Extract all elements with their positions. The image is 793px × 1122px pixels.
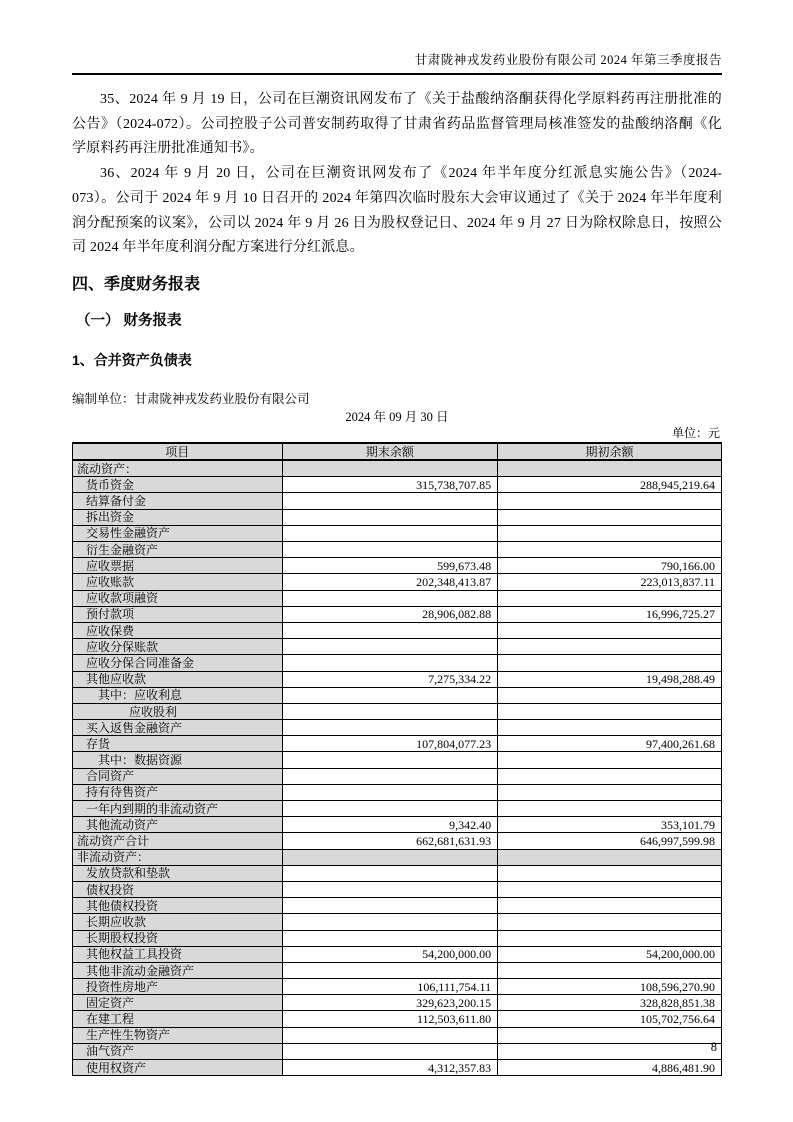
item-label-cell: 衍生金融资产 [73,542,283,558]
table-row [73,671,722,687]
beginning-balance-cell [498,801,722,817]
paragraph-36: 36、2024 年 9 月 20 日，公司在巨潮资讯网发布了《2024 年半年度分红派息实施公告》（2024-073）。公司于 2024 年 9 月 10 日召开的 2024 年第四次临时股东大会审议通过了《关于 2024 年半年度利润分配预案的议案》，公司以 2024 年 9 月 26 日为股权登记日、2024 年 9 月 27 日为除权除息日，按照公司 2024 年半年度利润分配方案进行分红派息。 [72,166,722,256]
item-label-cell: 其他应收款 [73,671,283,687]
item-label-cell: 存货 [73,736,283,752]
beginning-balance-cell [498,703,722,719]
ending-balance-cell: 54,200,000.00 [282,946,497,962]
table-row [73,622,722,638]
table-row [73,881,722,897]
ending-balance-cell [282,752,497,768]
beginning-balance-cell [498,493,722,509]
ending-balance-cell [282,881,497,897]
beginning-balance-cell: 790,166.00 [498,558,722,574]
item-label-cell: 其他债权投资 [73,898,283,914]
item-label-cell: 其他流动资产 [73,817,283,833]
beginning-balance-cell [498,460,722,477]
item-label-cell: 货币资金 [73,477,283,493]
ending-balance-cell [282,509,497,525]
table-row [73,752,722,768]
table-row [73,655,722,671]
beginning-balance-cell [498,639,722,655]
ending-balance-cell [282,1043,497,1059]
beginning-balance-cell [498,542,722,558]
item-label-cell: 一年内到期的非流动资产 [73,801,283,817]
ending-balance-cell [282,962,497,978]
item-label-cell: 应收分保合同准备金 [73,655,283,671]
beginning-balance-cell [498,1027,722,1043]
item-label-cell: 发放贷款和垫款 [73,865,283,881]
table-row [73,914,722,930]
ending-balance-cell [282,865,497,881]
beginning-balance-cell [498,930,722,946]
ending-balance-cell [282,590,497,606]
ending-balance-cell: 7,275,334.22 [282,671,497,687]
ending-balance-cell [282,898,497,914]
table-row [73,1060,722,1076]
beginning-balance-cell [498,865,722,881]
ending-balance-cell [282,542,497,558]
item-label-cell: 其中：数据资源 [73,752,283,768]
running-header [72,0,722,68]
beginning-balance-cell [498,849,722,865]
item-label-cell: 应收款项融资 [73,590,283,606]
item-label-cell: 预付款项 [73,606,283,622]
beginning-balance-cell [498,525,722,541]
item-label-cell: 流动资产合计 [73,833,283,849]
table-row [73,590,722,606]
beginning-balance-cell [498,914,722,930]
statement-title-consolidated-balance-sheet: 1、合并资产负债表 [72,351,192,368]
ending-balance-cell: 28,906,082.88 [282,606,497,622]
item-label-cell: 油气资产 [73,1043,283,1059]
running-header-text: 甘肃陇神戎发药业股份有限公司 2024 年第三季度报告 [414,53,722,67]
table-row [73,817,722,833]
beginning-balance-cell [498,784,722,800]
item-label-cell: 固定资产 [73,995,283,1011]
item-label-cell: 应收分保账款 [73,639,283,655]
ending-balance-cell [282,768,497,784]
page-number: 8 [710,1040,717,1054]
table-row [73,979,722,995]
beginning-balance-cell [498,720,722,736]
table-row [73,525,722,541]
beginning-balance-cell [498,655,722,671]
item-label-cell: 生产性生物资产 [73,1027,283,1043]
column-header-beginning-balance: 期初余额 [498,443,722,460]
ending-balance-cell [282,639,497,655]
table-row [73,493,722,509]
table-row [73,606,722,622]
table-header-row [73,443,722,460]
beginning-balance-cell: 16,996,725.27 [498,606,722,622]
item-label-cell: 非流动资产： [73,849,283,865]
beginning-balance-cell: 4,886,481.90 [498,1060,722,1076]
beginning-balance-cell: 54,200,000.00 [498,946,722,962]
beginning-balance-cell [498,687,722,703]
ending-balance-cell [282,525,497,541]
table-row [73,639,722,655]
column-header-item: 项目 [73,443,283,460]
beginning-balance-cell: 108,596,270.90 [498,979,722,995]
unit-label: 单位：元 [671,425,720,440]
ending-balance-cell [282,849,497,865]
table-row [73,558,722,574]
item-label-cell: 其中：应收利息 [73,687,283,703]
ending-balance-cell: 107,804,077.23 [282,736,497,752]
subsection-heading-financial-statements: （一） 财务报表 [76,312,182,329]
table-row [73,768,722,784]
ending-balance-cell [282,914,497,930]
ending-balance-cell: 112,503,611.80 [282,1011,497,1027]
table-row [73,849,722,865]
table-row [73,1027,722,1043]
ending-balance-cell: 106,111,754.11 [282,979,497,995]
beginning-balance-cell [498,590,722,606]
ending-balance-cell [282,655,497,671]
table-row [73,687,722,703]
prepared-by-line: 编制单位：甘肃陇神戎发药业股份有限公司 [72,391,310,406]
item-label-cell: 交易性金融资产 [73,525,283,541]
beginning-balance-cell [498,768,722,784]
item-label-cell: 应收保费 [73,622,283,638]
ending-balance-cell: 4,312,357.83 [282,1060,497,1076]
ending-balance-cell [282,460,497,477]
beginning-balance-cell [498,509,722,525]
ending-balance-cell: 315,738,707.85 [282,477,497,493]
table-row [73,460,722,477]
section-heading-quarterly-financial-statements: 四、季度财务报表 [72,275,201,293]
item-label-cell: 应收股利 [73,703,283,719]
item-label-cell: 应收票据 [73,558,283,574]
beginning-balance-cell [498,962,722,978]
table-row [73,784,722,800]
table-row [73,930,722,946]
beginning-balance-cell: 105,702,756.64 [498,1011,722,1027]
table-row [73,865,722,881]
table-row [73,703,722,719]
ending-balance-cell: 9,342.40 [282,817,497,833]
beginning-balance-cell [498,622,722,638]
ending-balance-cell: 599,673.48 [282,558,497,574]
item-label-cell: 应收账款 [73,574,283,590]
ending-balance-cell [282,930,497,946]
ending-balance-cell [282,493,497,509]
table-row [73,736,722,752]
statement-date: 2024 年 09 月 30 日 [345,409,449,424]
beginning-balance-cell [498,881,722,897]
beginning-balance-cell [498,1043,722,1059]
table-row [73,1043,722,1059]
item-label-cell: 买入返售金融资产 [73,720,283,736]
ending-balance-cell [282,703,497,719]
balance-sheet-table [72,442,722,1076]
item-label-cell: 合同资产 [73,768,283,784]
table-row [73,801,722,817]
ending-balance-cell [282,801,497,817]
beginning-balance-cell: 353,101.79 [498,817,722,833]
paragraph-35: 35、2024 年 9 月 19 日，公司在巨潮资讯网发布了《关于盐酸纳洛酮获得化学原料药再注册批准的公告》（2024-072）。公司控股子公司普安制药取得了甘肃省药品监督管理局核准签发的盐酸纳洛酮《化学原料药再注册批准通知书》。 [72,92,722,157]
table-row [73,946,722,962]
item-label-cell: 其他权益工具投资 [73,946,283,962]
header-rule [72,73,722,75]
ending-balance-cell: 329,623,200.15 [282,995,497,1011]
item-label-cell: 其他非流动金融资产 [73,962,283,978]
beginning-balance-cell: 646,997,599.98 [498,833,722,849]
table-row [73,720,722,736]
item-label-cell: 长期应收款 [73,914,283,930]
item-label-cell: 投资性房地产 [73,979,283,995]
table-row [73,1011,722,1027]
table-row [73,962,722,978]
item-label-cell: 持有待售资产 [73,784,283,800]
ending-balance-cell: 202,348,413.87 [282,574,497,590]
ending-balance-cell: 662,681,631.93 [282,833,497,849]
item-label-cell: 使用权资产 [73,1060,283,1076]
column-header-ending-balance: 期末余额 [282,443,497,460]
table-row [73,833,722,849]
table-row [73,995,722,1011]
ending-balance-cell [282,622,497,638]
beginning-balance-cell: 97,400,261.68 [498,736,722,752]
ending-balance-cell [282,720,497,736]
item-label-cell: 结算备付金 [73,493,283,509]
table-row [73,477,722,493]
table-row [73,574,722,590]
beginning-balance-cell [498,898,722,914]
table-row [73,898,722,914]
ending-balance-cell [282,687,497,703]
table-row [73,542,722,558]
table-row [73,509,722,525]
item-label-cell: 长期股权投资 [73,930,283,946]
beginning-balance-cell: 223,013,837.11 [498,574,722,590]
beginning-balance-cell [498,752,722,768]
ending-balance-cell [282,784,497,800]
item-label-cell: 流动资产： [73,460,283,477]
beginning-balance-cell: 288,945,219.64 [498,477,722,493]
beginning-balance-cell: 19,498,288.49 [498,671,722,687]
ending-balance-cell [282,1027,497,1043]
item-label-cell: 拆出资金 [73,509,283,525]
item-label-cell: 在建工程 [73,1011,283,1027]
beginning-balance-cell: 328,828,851.38 [498,995,722,1011]
item-label-cell: 债权投资 [73,881,283,897]
